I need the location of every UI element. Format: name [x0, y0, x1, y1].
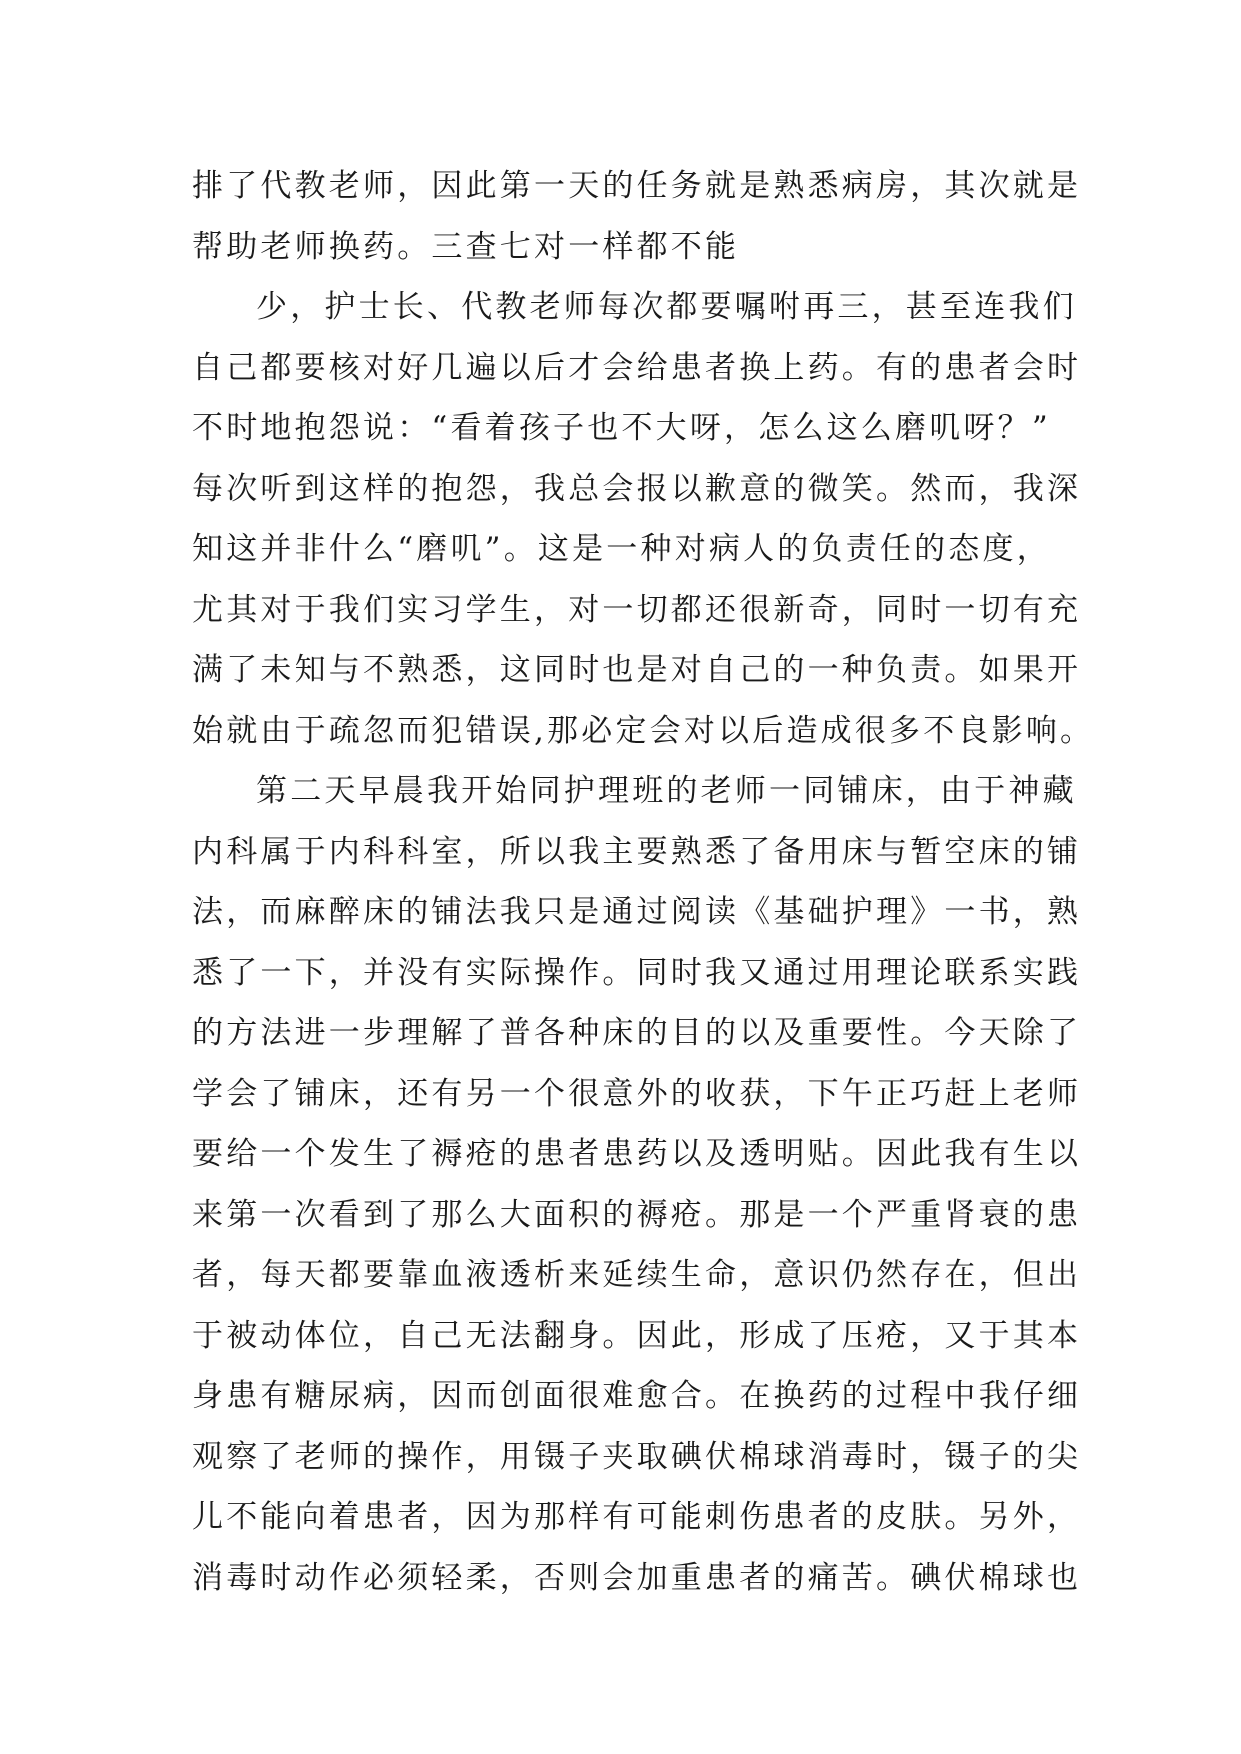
text-line: 于被动体位，自己无法翻身。因此，形成了压疮，又于其本: [192, 1317, 1082, 1354]
text-line: 身患有糖尿病，因而创面很难愈合。在换药的过程中我仔细: [192, 1378, 1082, 1414]
text-line: 悉了一下，并没有实际操作。同时我又通过用理论联系实践: [192, 954, 1082, 991]
text-line: 学会了铺床，还有另一个很意外的收获，下午正巧赶上老师: [192, 1075, 1082, 1112]
text-line: 每次听到这样的抱怨，我总会报以歉意的微笑。然而，我深: [192, 470, 1082, 507]
text-line: 自己都要核对好几遍以后才会给患者换上药。有的患者会时: [192, 349, 1082, 386]
text-line: 满了未知与不熟悉，这同时也是对自己的一种负责。如果开: [192, 652, 1082, 688]
text-line: 第二天早晨我开始同护理班的老师一同铺床，由于神藏: [256, 773, 1077, 809]
text-line: 帮助老师换药。三查七对一样都不能: [192, 228, 740, 265]
body-text: [192, 156, 1095, 1608]
text-line: 少，护士长、代教老师每次都要嘱咐再三，甚至连我们: [256, 289, 1077, 325]
text-line: 知这并非什么“磨叽”。这是一种对病人的负责任的态度，: [192, 531, 1051, 567]
text-line: 观察了老师的操作，用镊子夹取碘伏棉球消毒时，镊子的尖: [192, 1438, 1082, 1475]
text-line: 不时地抱怨说：“看着孩子也不大呀，怎么这么磨叽呀？”: [192, 410, 1051, 446]
text-line: 尤其对于我们实习学生，对一切都还很新奇，同时一切有充: [192, 591, 1082, 628]
text-line: 儿不能向着患者，因为那样有可能刺伤患者的皮肤。另外，: [192, 1499, 1082, 1535]
text-line: 始就由于疏忽而犯错误,那必定会对以后造成很多不良影响。: [192, 712, 1095, 749]
text-line: 者，每天都要靠血液透析来延续生命，意识仍然存在，但出: [192, 1257, 1082, 1293]
text-line: 消毒时动作必须轻柔，否则会加重患者的痛苦。碘伏棉球也: [192, 1559, 1082, 1596]
text-line: 来第一次看到了那么大面积的褥疮。那是一个严重肾衰的患: [192, 1196, 1082, 1233]
text-line: 法，而麻醉床的铺法我只是通过阅读《基础护理》一书，熟: [192, 894, 1082, 930]
text-line: 内科属于内科科室，所以我主要熟悉了备用床与暂空床的铺: [192, 833, 1082, 870]
text-line: 排了代教老师，因此第一天的任务就是熟悉病房，其次就是: [192, 168, 1082, 204]
text-line: 的方法进一步理解了普各种床的目的以及重要性。今天除了: [192, 1015, 1082, 1051]
text-line: 要给一个发生了褥疮的患者患药以及透明贴。因此我有生以: [192, 1136, 1082, 1172]
